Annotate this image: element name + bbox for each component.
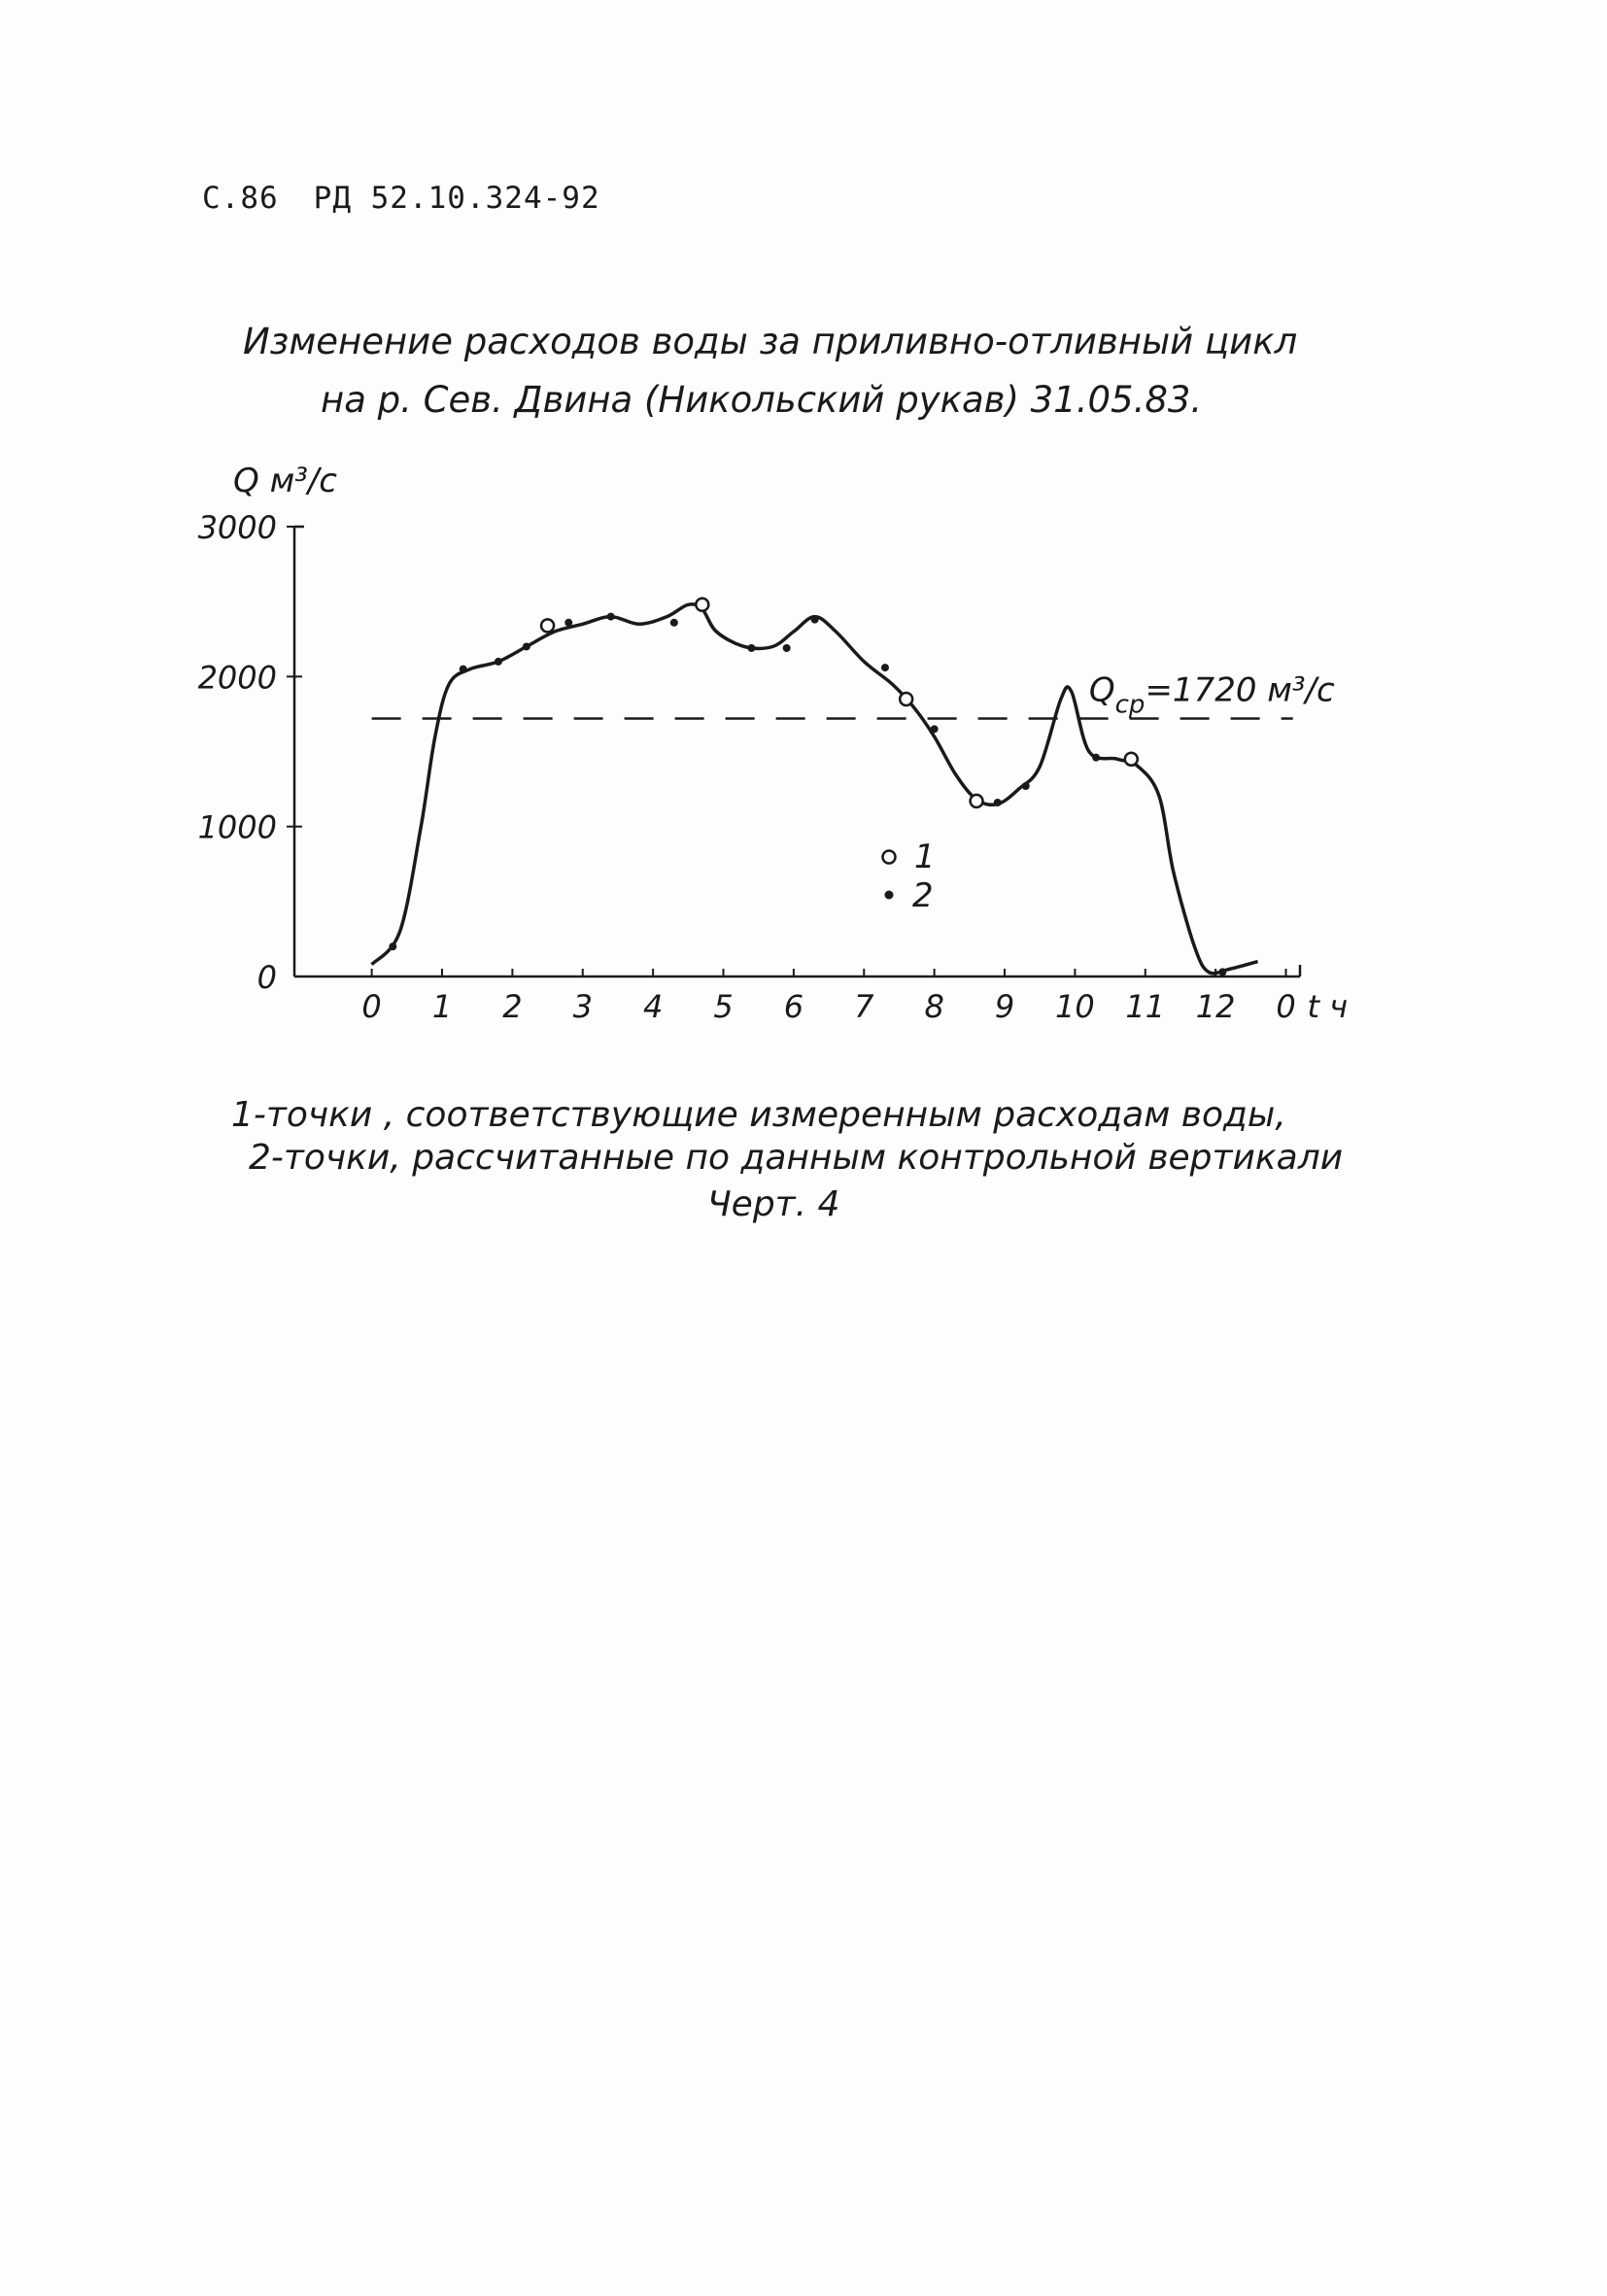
computed-point [607,613,615,621]
legend-marker-computed [885,891,894,900]
computed-point [747,644,755,652]
computed-point [1022,782,1030,790]
page-number: С.86 [202,181,279,216]
x-tick-label: 11 [1125,988,1166,1025]
x-tick-label: 4 [642,988,664,1025]
x-tick-label: 0 [1276,988,1296,1025]
measured-point [900,693,912,705]
computed-point [994,799,1002,806]
mean-line-group [372,671,1335,720]
computed-point [389,942,396,950]
computed-point [1218,968,1226,976]
x-tick-label: 12 [1195,988,1236,1025]
x-tick-label: 2 [502,988,523,1025]
computed-point [670,619,678,627]
computed-point [460,666,467,673]
y-tick-label: 2000 [197,659,277,697]
document-code: РД 52.10.324-92 [313,181,600,216]
computed-point [881,664,889,671]
computed-point [811,616,819,624]
x-tick-label: 7 [854,988,874,1025]
computed-point [564,619,572,627]
legend-label-computed: 2 [912,876,934,915]
measured-point [1125,753,1138,766]
series-group [372,599,1258,977]
x-tick-label: 8 [924,988,944,1025]
y-tick-label: 3000 [197,509,277,546]
mean-discharge-label: $Q_{ср}=1720$ м³/с [1088,670,1335,720]
figure-captions [231,1094,1514,1226]
discharge-curve [372,604,1258,974]
y-tick-label: 0 [256,959,277,996]
chart-title-line-1: Изменение расходов воды за приливно-отливный цикл [243,321,1298,362]
legend-label-measured: 1 [914,838,936,876]
x-tick-label: 0 [361,988,382,1025]
y-axis-label: Q м³/с [233,462,337,500]
x-tick-label: 10 [1055,988,1095,1025]
chart-ticks [198,509,1349,1025]
computed-point [1092,754,1100,762]
legend-marker-measured [883,851,896,864]
x-tick-label: 6 [783,988,804,1025]
figure-number: Черт. 4 [707,1184,840,1224]
caption-computed: 2-точки, рассчитанные по данным контрольной вертикали [249,1138,1344,1178]
x-axis-label: t ч [1307,988,1349,1025]
x-tick-label: 5 [713,988,734,1025]
chart-legend [883,838,936,915]
x-tick-label: 3 [572,988,593,1025]
computed-point [931,725,939,733]
measured-point [541,619,554,632]
measured-point [971,795,983,807]
computed-point [523,642,530,650]
measured-point [696,599,708,611]
y-tick-label: 1000 [197,808,277,846]
x-tick-label: 1 [431,988,453,1025]
caption-measured: 1-точки , соответствующие измеренным расходам воды, [231,1095,1286,1135]
computed-point [495,658,502,666]
chart-title-line-2: на р. Сев. Двина (Никольский рукав) 31.05.83. [321,379,1203,421]
computed-point [783,644,791,652]
x-tick-label: 9 [994,988,1015,1025]
